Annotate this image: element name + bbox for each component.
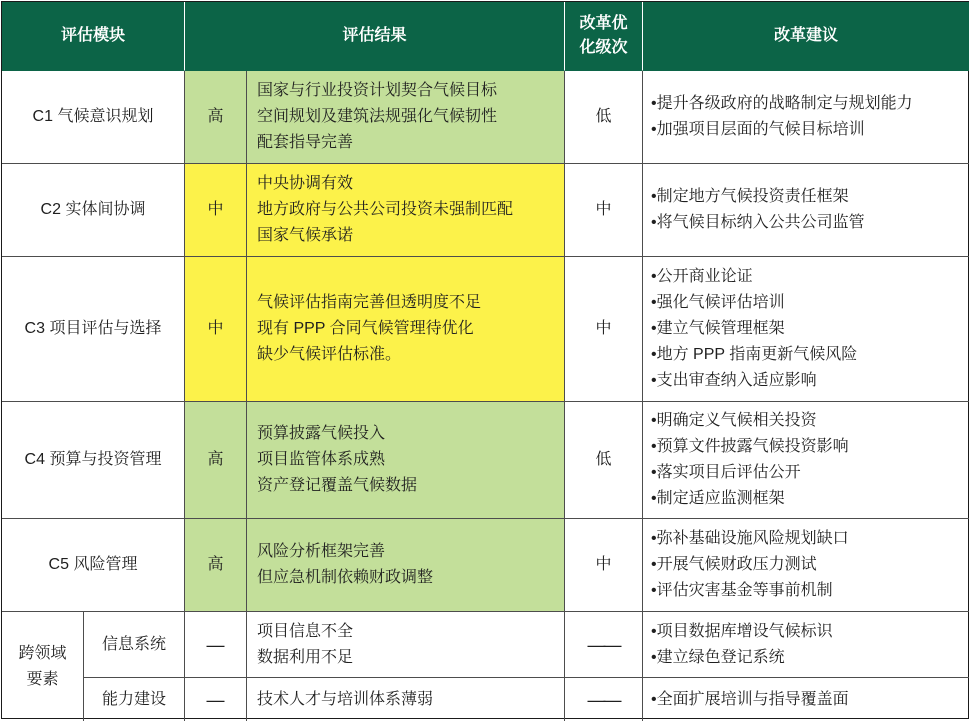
- result-cell: 气候评估指南完善但透明度不足 现有 PPP 合同气候管理待优化 缺少气候评估标准。: [247, 257, 565, 402]
- rating-cell: —: [185, 678, 247, 721]
- rating-cell: 高: [185, 519, 247, 612]
- result-cell: 国家与行业投资计划契合气候目标 空间规划及建筑法规强化气候韧性 配套指导完善: [247, 71, 565, 164]
- header-suggestion: 改革建议: [643, 2, 969, 71]
- priority-cell: 低: [565, 71, 643, 164]
- module-cell: C2 实体间协调: [2, 164, 185, 257]
- result-cell: 中央协调有效 地方政府与公共公司投资未强制匹配 国家气候承诺: [247, 164, 565, 257]
- priority-cell: ——: [565, 612, 643, 678]
- rating-cell: 中: [185, 257, 247, 402]
- climate-assessment-table: [1, 1, 969, 719]
- priority-cell: 低: [565, 402, 643, 519]
- cross-domain-group-label: 跨领域 要素: [2, 612, 84, 721]
- priority-cell: ——: [565, 678, 643, 721]
- suggestion-cell: • 制定地方气候投资责任框架 • 将气候目标纳入公共公司监管: [643, 164, 969, 257]
- header-module: 评估模块: [2, 2, 185, 71]
- result-cell: 技术人才与培训体系薄弱: [247, 678, 565, 721]
- header-priority: 改革优 化级次: [565, 2, 643, 71]
- suggestion-cell: • 弥补基础设施风险规划缺口 • 开展气候财政压力测试 • 评估灾害基金等事前机制: [643, 519, 969, 612]
- result-cell: 风险分析框架完善 但应急机制依赖财政调整: [247, 519, 565, 612]
- module-cell: C3 项目评估与选择: [2, 257, 185, 402]
- priority-cell: 中: [565, 519, 643, 612]
- module-cell: C5 风险管理: [2, 519, 185, 612]
- suggestion-cell: • 公开商业论证 • 强化气候评估培训 • 建立气候管理框架 • 地方 PPP 指南更新气候风险 • 支出审查纳入适应影响: [643, 257, 969, 402]
- priority-cell: 中: [565, 257, 643, 402]
- header-result: 评估结果: [185, 2, 565, 71]
- module-cell: C4 预算与投资管理: [2, 402, 185, 519]
- suggestion-cell: • 全面扩展培训与指导覆盖面: [643, 678, 969, 721]
- result-cell: 预算披露气候投入 项目监管体系成熟 资产登记覆盖气候数据: [247, 402, 565, 519]
- priority-cell: 中: [565, 164, 643, 257]
- rating-cell: 高: [185, 402, 247, 519]
- cross-domain-item-name: 能力建设: [84, 678, 185, 721]
- rating-cell: 中: [185, 164, 247, 257]
- result-cell: 项目信息不全 数据利用不足: [247, 612, 565, 678]
- suggestion-cell: • 明确定义气候相关投资 • 预算文件披露气候投资影响 • 落实项目后评估公开 • 制定适应监测框架: [643, 402, 969, 519]
- cross-domain-item-name: 信息系统: [84, 612, 185, 678]
- rating-cell: —: [185, 612, 247, 678]
- suggestion-cell: • 提升各级政府的战略制定与规划能力 • 加强项目层面的气候目标培训: [643, 71, 969, 164]
- module-cell: C1 气候意识规划: [2, 71, 185, 164]
- rating-cell: 高: [185, 71, 247, 164]
- suggestion-cell: • 项目数据库增设气候标识 • 建立绿色登记系统: [643, 612, 969, 678]
